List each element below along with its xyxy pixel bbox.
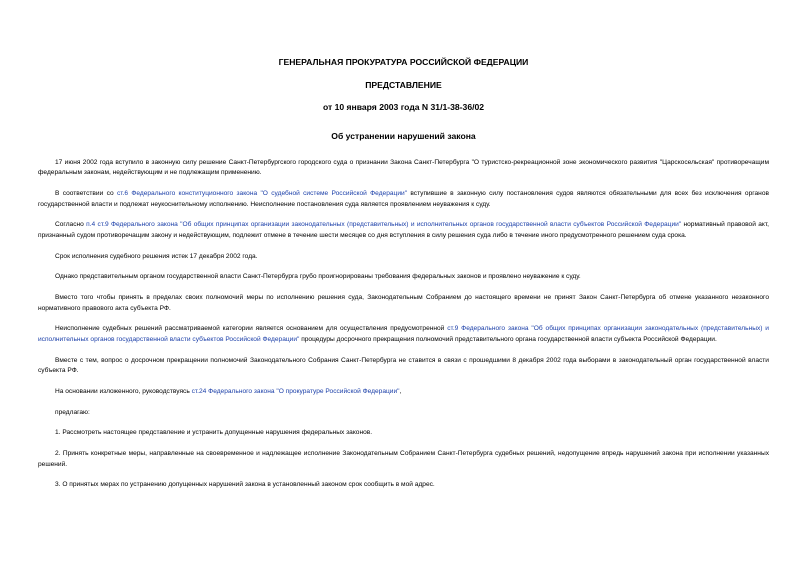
date-number-heading: от 10 января 2003 года N 31/1-38-36/02	[322, 102, 485, 112]
paragraph-7-text-before: Неисполнение судебных решений рассматриваемой категории является основанием для осуществления предусмотренной	[55, 325, 448, 333]
paragraph-12: 2. Принять конкретные меры, направленные на своевременное и надлежащее исполнение Законодательным Собранием Санкт-Петербурга судебных решений, недопущение впредь нарушений закона при исполнении указанных решений.	[38, 450, 769, 468]
law-link-st9-general-principles[interactable]: ст.9 Федерального закона "Об общих принципах организации законодательных (представительных) и исполнительных органов государственной власти субъектов Российской Федерации"	[38, 325, 769, 343]
paragraph-9	[38, 387, 769, 397]
paragraph-4: Срок исполнения судебного решения истек 17 декабря 2002 года.	[55, 252, 258, 260]
law-link-p4-st9-general-principles[interactable]: п.4 ст.9 Федерального закона "Об общих принципах организации законодательных (представительных) и исполнительных органов государственной власти субъектов Российской Федерации"	[86, 221, 682, 229]
paragraph-8: Вместе с тем, вопрос о досрочном прекращении полномочий Законодательного Собрания Санкт-Петербурга не ставится в связи с прошедшими 8 декабря 2002 года выборами в законодательный орган государственной власти субъекта РФ.	[38, 356, 769, 375]
paragraph-3-text-before: Согласно	[55, 221, 87, 229]
paragraph-3-text-after: нормативный правовой акт, признанный судом противоречащим закону и недействующим, подлежит отмене в течение шести месяцев со дня вступления в силу решения суда либо в течение иного предусмотренного решением суда срока.	[38, 221, 769, 239]
paragraph-5: Однако представительным органом государственной власти Санкт-Петербурга грубо проигнорированы требования федеральных законов и проявлено неуважение к суду.	[55, 273, 581, 281]
law-link-st6-judicial-system[interactable]: ст.6 Федерального конституционного закона "О судебной системе Российской Федерации"	[116, 190, 408, 198]
paragraph-1: 17 июня 2002 года вступило в законную силу решение Санкт-Петербургского городского суда о признании Закона Санкт-Петербурга "О туристско-рекреационной зоне экономического развития "Царскосельская" противоречащим федеральным законам, недействующим и не подлежащим применению.	[38, 159, 769, 177]
law-link-st24-prosecutor-office[interactable]: ст.24 Федерального закона "О прокуратуре Российской Федерации"	[191, 387, 400, 395]
paragraph-9-text-before: На основании изложенного, руководствуясь	[55, 387, 192, 395]
paragraph-9-text-after: ,	[399, 387, 402, 395]
paragraph-11: 1. Рассмотреть настоящее представление и устранить допущенные нарушения федеральных законов.	[55, 429, 373, 437]
org-heading: ГЕНЕРАЛЬНАЯ ПРОКУРАТУРА РОССИЙСКОЙ ФЕДЕРАЦИИ	[278, 57, 529, 67]
paragraph-7-text-after: процедуры досрочного прекращения полномочий представительного органа государственной власти субъекта Российской Федерации.	[299, 335, 717, 343]
paragraph-10: предлагаю:	[55, 408, 90, 416]
paragraph-2-text-after: вступившие в законную силу постановления судов являются обязательными для всех без исключения органов государственной власти и подлежат неукоснительному исполнению. Неисполнение постановления суда является проявлением неуважения к суду.	[38, 190, 769, 208]
paragraph-2	[38, 189, 769, 210]
paragraph-6: Вместо того чтобы принять в пределах своих полномочий меры по исполнению решения суда, Законодательным Собранием до настоящего времени не принят Закон Санкт-Петербурга об отмене указанного незаконного нормативного правового акта субъекта РФ.	[38, 294, 769, 312]
subject-heading: Об устранении нарушений закона	[331, 131, 476, 141]
paragraph-2-text-before: В соответствии со	[55, 190, 117, 198]
paragraph-13: 3. О принятых мерах по устранению допущенных нарушений закона в установленный законом срок сообщить в мой адрес.	[55, 481, 435, 489]
paragraph-3	[38, 220, 769, 241]
doc-type-heading: ПРЕДСТАВЛЕНИЕ	[365, 80, 442, 90]
paragraph-7	[38, 324, 769, 345]
document-body	[38, 158, 769, 491]
